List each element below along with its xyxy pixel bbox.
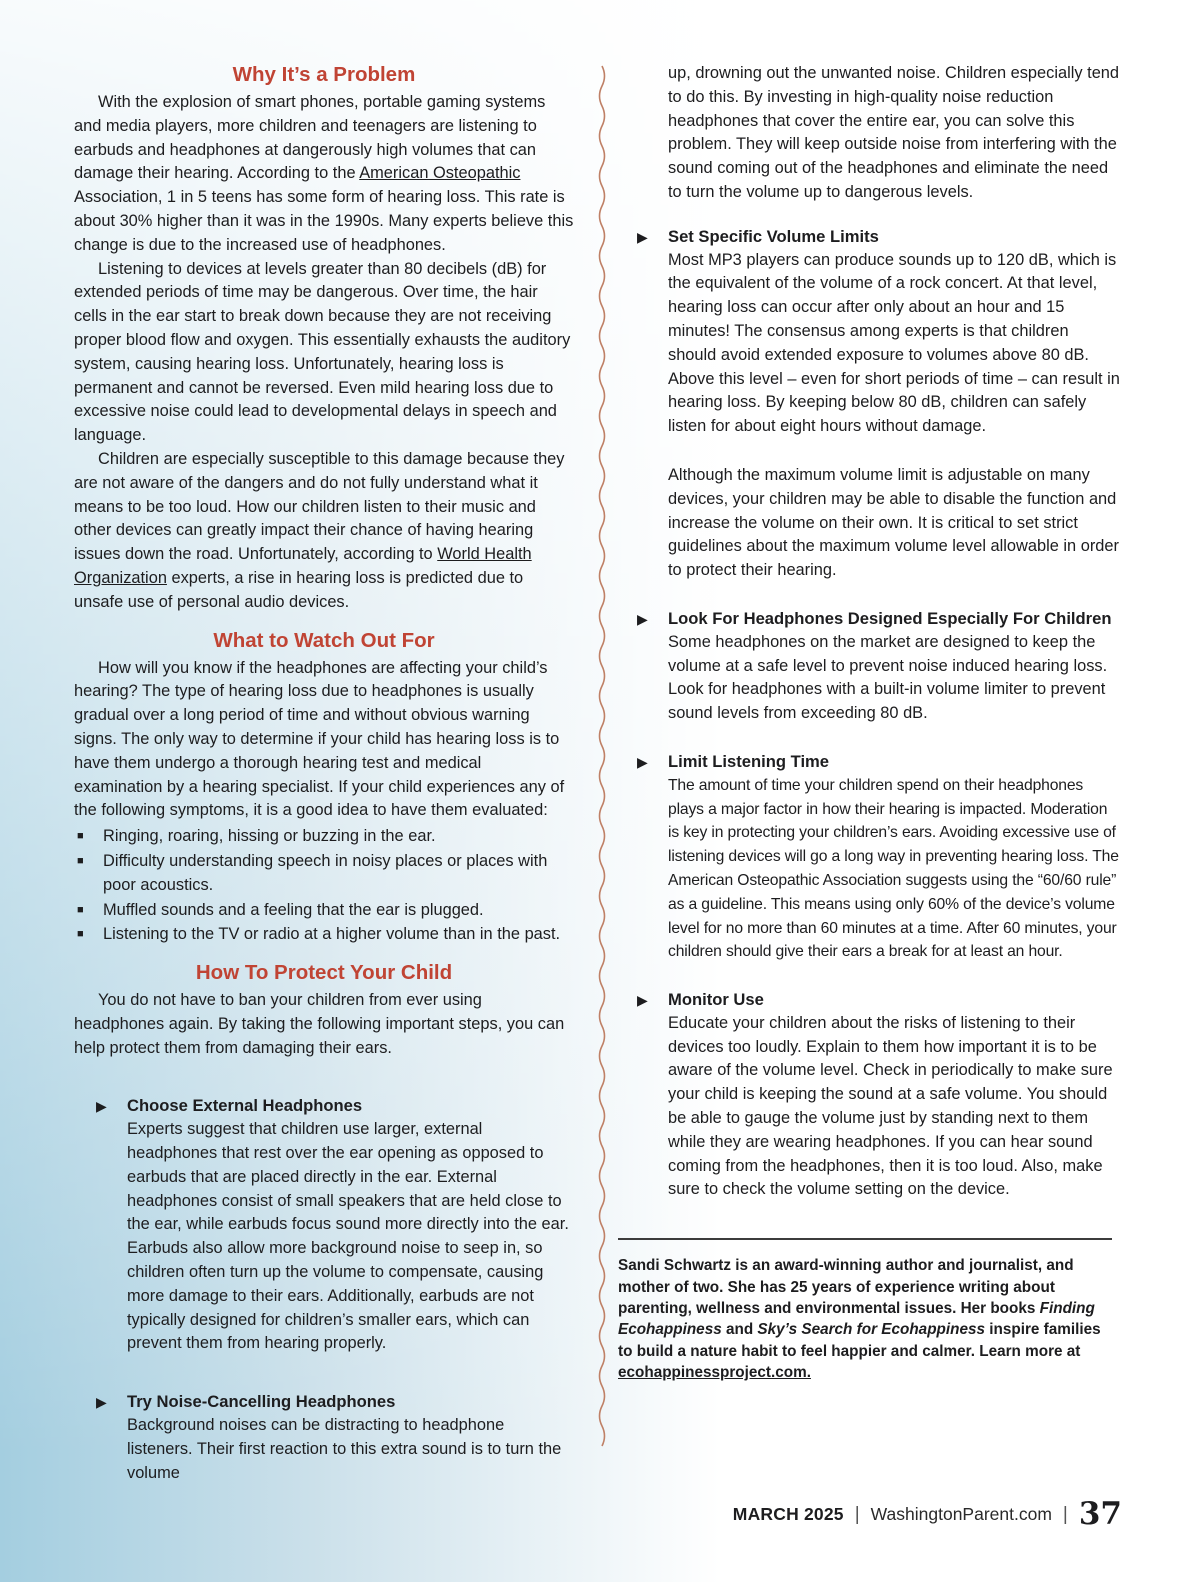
list-item-text: ■ Difficulty understanding speech in noisy places or places with poor acoustics.	[103, 851, 548, 894]
book-title-skys-search: Sky’s Search for Ecohappiness	[757, 1321, 985, 1339]
section-heading-how-to-protect: How To Protect Your Child	[195, 961, 453, 985]
triangle-bullet-icon	[96, 1095, 107, 1118]
right-column	[618, 62, 1120, 1384]
bio-text: and	[721, 1321, 758, 1339]
body-paragraph: Listening to devices at levels greater than 80 decibels (dB) for extended periods of time may be dangerous. Over time, the hair cells in the ear start to break down because they are not receiving proper blood flow and oxygen. This essentially exhausts the auditory system, causing hearing loss. Unfortunately, hearing loss is permanent and cannot be reversed. Even mild hearing loss due to excessive noise could lead to developmental delays in speech and language.	[74, 259, 571, 445]
tip-set-volume-limits	[618, 225, 1120, 583]
link-american-osteopathic[interactable]: American Osteopathic	[359, 164, 521, 183]
tip-body: Most MP3 players can produce sounds up to 120 dB, which is the equivalent of the volume of a rock concert. At that level, hearing loss can occur after only about an hour and 15 minutes! The consensus among experts is that children should avoid extended exposure to volumes above 80 dB. Above this level – even for short periods of time – can result in hearing loss. By keeping below 80 dB, children can safely listen for about eight hours without damage.	[668, 250, 1120, 436]
footer-separator: |	[854, 1503, 860, 1525]
triangle-bullet-icon	[637, 989, 648, 1012]
list-item	[74, 825, 574, 849]
tip-heading: Set Specific Volume Limits	[668, 226, 879, 246]
footer-issue-date: MARCH 2025	[732, 1504, 844, 1524]
tip-noise-cancelling-headphones	[96, 1390, 574, 1485]
paragraph-text: Association, 1 in 5 teens has some form of hearing loss. This rate is about 30% higher than it was in the 1990s. Many experts believe this change is due to the increased use of headphones.	[74, 188, 574, 254]
section-heading-why-its-a-problem: Why It’s a Problem	[232, 63, 416, 86]
author-bio	[618, 1255, 1118, 1383]
list-item	[74, 923, 574, 947]
author-bio-divider	[618, 1238, 1112, 1240]
list-item	[74, 850, 574, 898]
symptom-list	[74, 825, 574, 947]
triangle-bullet-icon	[637, 751, 648, 774]
bio-text: inspire families to build a nature habit to feel happier and calmer. Learn more at	[618, 1321, 1101, 1360]
tip-body: Although the maximum volume limit is adjustable on many devices, your children may be able to disable the function and increase the volume on their own. It is critical to set strict guidelines about the maximum volume level allowable in order to protect their hearing.	[668, 465, 1119, 580]
bio-text: Sandi Schwartz is an award-winning author and journalist, and mother of two. She has 25 years of experience writing about parenting, wellness and environmental issues. Her books	[618, 1257, 1074, 1318]
tip-heading: Choose External Headphones	[127, 1096, 363, 1116]
body-paragraph: You do not have to ban your children from ever using headphones again. By taking the following important steps, you can help protect them from damaging their ears.	[74, 991, 565, 1057]
footer-site-name: WashingtonParent.com	[870, 1504, 1052, 1524]
tip-body: Educate your children about the risks of listening to their devices too loudly. Explain to them how important it is to be aware of the volume level. Check in periodically to make sure your child is keeping the sound at a safe volume. You should be able to gauge the volume just by standing next to them while they are wearing headphones. If you can hear sound coming from the headphones, then it is too loud. Also, make sure to check the volume setting on the device.	[668, 1013, 1113, 1199]
link-world-health-organization[interactable]: World Health Organization	[74, 545, 532, 587]
footer-separator: |	[1062, 1503, 1068, 1525]
footer-page-number: 37	[1078, 1496, 1122, 1532]
link-ecohappinessproject[interactable]: ecohappinessproject.com.	[618, 1364, 811, 1382]
body-paragraph: How will you know if the headphones are affecting your child’s hearing? The type of hearing loss due to headphones is usually gradual over a long period of time and without obvious warning signs. The only way to determine if your child has hearing loss is to have them undergo a thorough hearing test and medical examination by a hearing specialist. If your child experiences any of the following symptoms, it is a good idea to have them evaluated:	[74, 658, 565, 820]
list-item-text: ■ Listening to the TV or radio at a higher volume than in the past.	[103, 925, 561, 944]
list-item-text: ■ Ringing, roaring, hissing or buzzing in the ear.	[103, 827, 436, 846]
tip-body: Experts suggest that children use larger, external headphones that rest over the ear opening as opposed to earbuds that are placed directly in the ear. External headphones consist of small speakers that are held close to the ear, while earbuds focus sound more directly into the ear. Earbuds also allow more background noise to seep in, so children often turn up the volume to compensate, causing more damage to their ears. Additionally, earbuds are not typically designed for children’s smaller ears, which can prevent them from hearing properly.	[127, 1120, 569, 1353]
tip-monitor-use	[618, 988, 1120, 1202]
list-item	[74, 899, 574, 923]
tip-headphones-for-children	[618, 607, 1120, 726]
tip-body: Some headphones on the market are designed to keep the volume at a safe level to prevent noise induced hearing loss. Look for headphones with a built-in volume limiter to prevent sound levels from exceeding 80 dB.	[668, 632, 1108, 723]
paragraph-text: With the explosion of smart phones, portable gaming systems and media players, more children and teenagers are listening to earbuds and headphones at dangerously high volumes that can damage their hearing. According to the	[74, 93, 546, 183]
triangle-bullet-icon	[96, 1391, 107, 1414]
list-item-text: ■ Muffled sounds and a feeling that the ear is plugged.	[103, 900, 484, 919]
tip-limit-listening-time	[618, 750, 1120, 964]
triangle-bullet-icon	[637, 608, 648, 631]
body-paragraph	[74, 448, 574, 615]
book-title-finding-ecohappiness: Finding Ecohappiness	[618, 1300, 1095, 1339]
page-footer	[732, 1496, 1122, 1532]
tip-heading: Look For Headphones Designed Especially For Children	[668, 608, 1112, 628]
tip-heading: Try Noise-Cancelling Headphones	[127, 1392, 396, 1412]
tip-choose-external-headphones	[96, 1094, 574, 1356]
tip-body: Background noises can be distracting to headphone listeners. Their first reaction to this extra sound is to turn the volume	[127, 1416, 562, 1482]
tip-heading: Monitor Use	[668, 990, 764, 1010]
body-paragraph-continued: up, drowning out the unwanted noise. Children especially tend to do this. By investing in high-quality noise reduction headphones that cover the entire ear, you can solve this problem. They will keep outside noise from interfering with the sound coming out of the headphones and eliminate the need to turn the volume up to dangerous levels.	[668, 64, 1120, 201]
section-heading-what-to-watch-out-for: What to Watch Out For	[213, 628, 435, 652]
paragraph-text: experts, a rise in hearing loss is predicted due to unsafe use of personal audio devices.	[74, 568, 524, 611]
body-paragraph	[74, 91, 574, 258]
tip-body: The amount of time your children spend on their headphones plays a major factor in how their hearing is impacted. Moderation is key in protecting your children’s ears. Avoiding excessive use of listening devices will go a long way in preventing hearing loss. The American Osteopathic Association suggests using the “60/60 rule” as a guideline. This means using only 60% of the device’s volume level for no more than 60 minutes at a time. After 60 minutes, your children should give their ears a break for at least an hour.	[668, 776, 1119, 961]
left-column	[74, 62, 574, 1485]
paragraph-text: Children are especially susceptible to this damage because they are not aware of the dangers and do not fully understand what it means to be too loud. How our children listen to their music and other devices can greatly impact their chance of having hearing issues down the road. Unfortunately, according to	[74, 449, 565, 564]
squiggle-divider	[596, 66, 608, 1448]
tip-heading: Limit Listening Time	[668, 751, 830, 771]
triangle-bullet-icon	[637, 226, 648, 249]
